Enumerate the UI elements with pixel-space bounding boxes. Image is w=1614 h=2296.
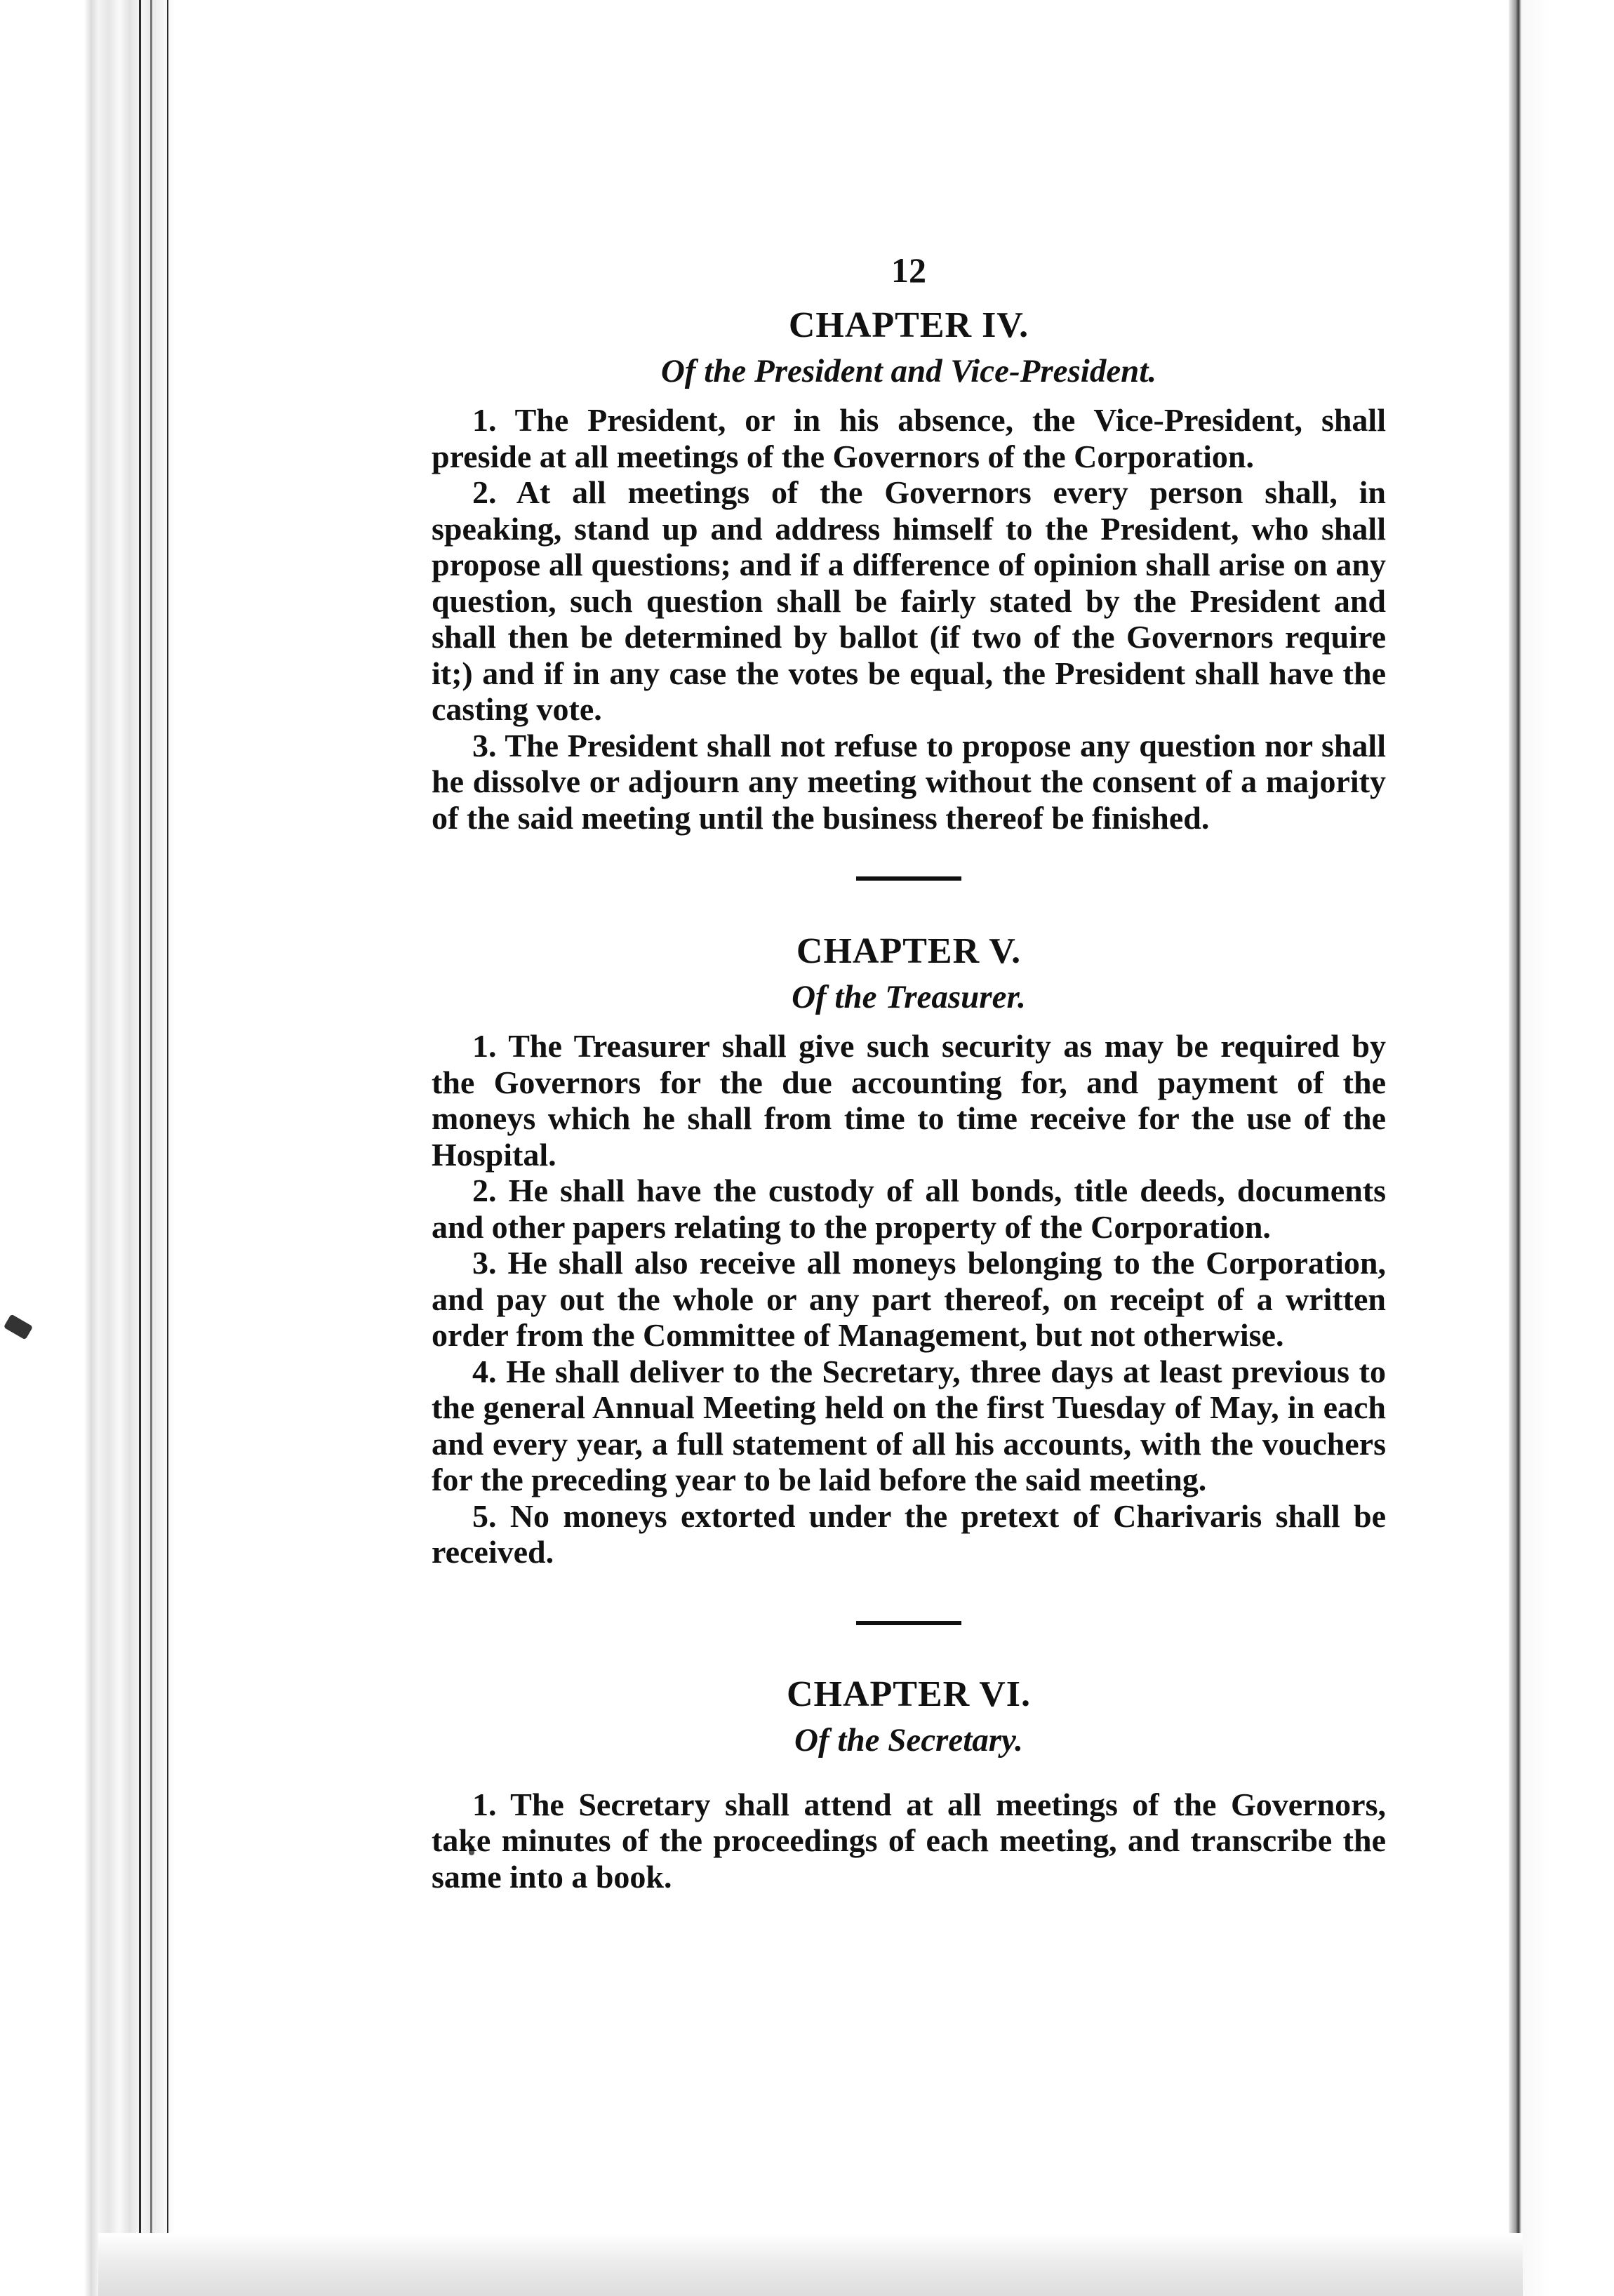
paragraph: 1. The Secretary shall attend at all meetings of the Governors, take minutes of the proceedings of each meeting, and transcribe the same into a book. [432,1786,1386,1895]
page-number: 12 [891,251,926,290]
scanned-page-edges [0,0,182,2296]
page-edge-line [150,0,152,2296]
paragraph: 3. He shall also receive all moneys belonging to the Corporation, and pay out the whole or any part thereof, on receipt of a written order from the Committee of Management, but not otherwise. [432,1245,1386,1353]
right-page-edge [1509,0,1614,2296]
paragraph: 2. At all meetings of the Governors every person shall, in speaking, stand up and address himself to the President, who shall propose all questions; and if a difference of opinion shall arise on any question, such question shall be fairly stated by the President and shall then be determined by ballot (if two of the Governors require it;) and if in any case the votes be equal, the President shall have the casting vote. [432,474,1386,727]
chapter-heading: CHAPTER IV. [788,305,1029,345]
chapter-subheading: Of the Treasurer. [792,979,1026,1015]
chapter-subheading: Of the Secretary. [794,1721,1023,1758]
chapter-heading: CHAPTER V. [796,931,1022,971]
chapter-iv [432,304,1386,836]
paragraph: 2. He shall have the custody of all bonds, title deeds, documents and other papers relating to the property of the Corporation. [432,1173,1386,1245]
chapter-heading: CHAPTER VI. [786,1674,1032,1714]
paragraph: 4. He shall deliver to the Secretary, three days at least previous to the general Annual Meeting held on the first Tuesday of May, in each and every year, a full statement of all his accounts, with the vouchers for the preceding year to be laid before the said meeting. [432,1353,1386,1497]
chapter-v [432,930,1386,1570]
page-body [432,249,1386,1895]
chapter-subheading: Of the President and Vice-President. [660,353,1157,389]
bottom-shadow [98,2233,1523,2296]
page-edge-line [139,0,141,2296]
paragraph: 1. The President, or in his absence, the Vice-President, shall preside at all meetings of the Governors of the Corporation. [432,402,1386,474]
paragraph: 3. The President shall not refuse to propose any question nor shall he dissolve or adjourn any meeting without the consent of a majority of the said meeting until the business thereof be finished. [432,727,1386,836]
paragraph: 1. The Treasurer shall give such security as may be required by the Governors for the due accounting for, and payment of the moneys which he shall from time to time receive for the use of the Hospital. [432,1028,1386,1173]
paragraph: 5. No moneys extorted under the pretext of Charivaris shall be received. [432,1497,1386,1570]
chapter-vi [432,1673,1386,1895]
page-edge-line [167,0,168,2296]
